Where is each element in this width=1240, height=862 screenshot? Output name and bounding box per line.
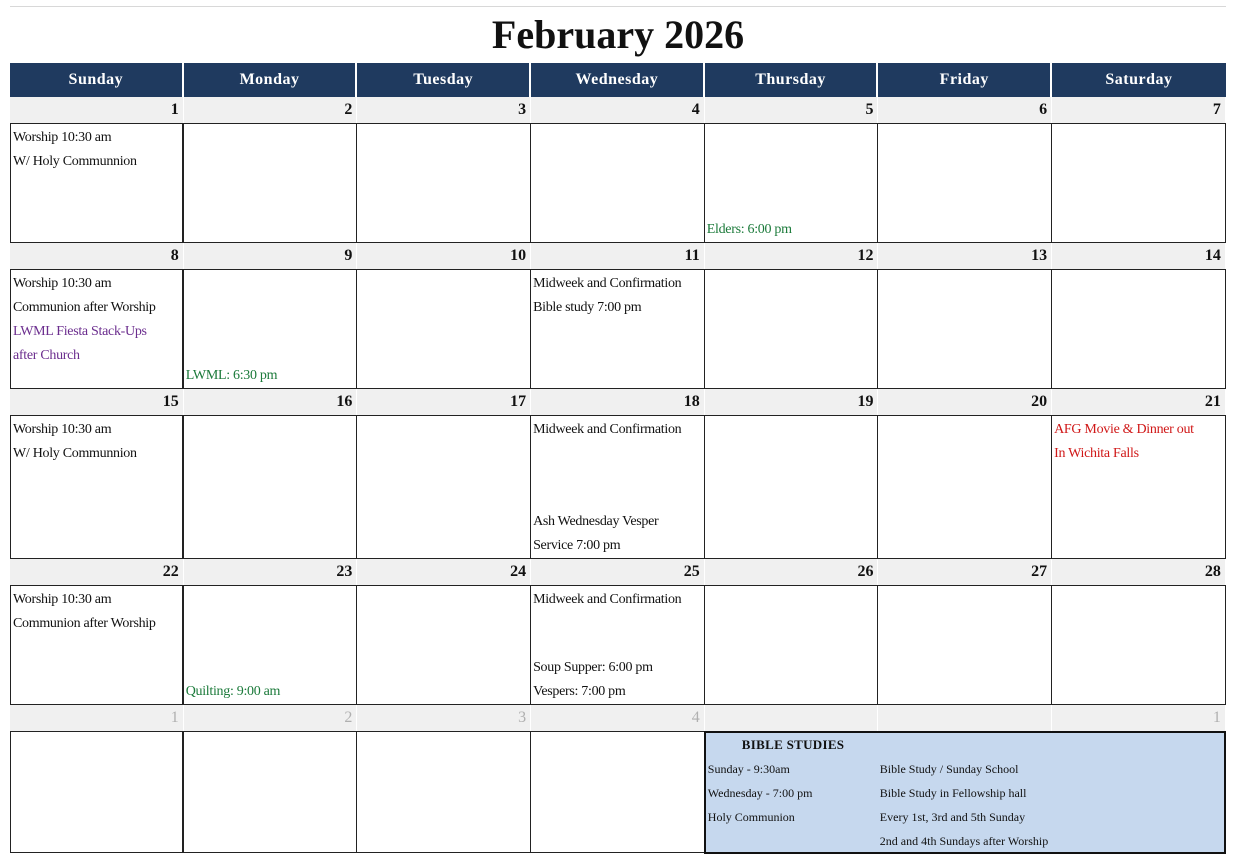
event-text: Service 7:00 pm xyxy=(533,538,621,553)
day-number: 1 xyxy=(1052,705,1226,731)
day-cell[interactable] xyxy=(357,586,531,704)
week-row xyxy=(10,97,1226,243)
bible-studies-when: Sunday - 9:30am xyxy=(707,762,790,776)
day-cell[interactable] xyxy=(531,416,705,558)
day-number: 25 xyxy=(531,559,705,585)
week-row xyxy=(10,559,1226,705)
day-cell[interactable] xyxy=(878,270,1052,388)
day-cell[interactable] xyxy=(184,270,358,388)
day-number: 24 xyxy=(357,559,531,585)
day-number: 28 xyxy=(1052,559,1226,585)
day-cell[interactable] xyxy=(184,124,358,242)
event-text: LWML: 6:30 pm xyxy=(185,368,278,383)
day-cell[interactable] xyxy=(531,124,705,242)
day-number: 1 xyxy=(10,705,184,731)
date-row xyxy=(10,705,1226,731)
day-cell[interactable] xyxy=(184,732,358,852)
day-number: 19 xyxy=(705,389,879,415)
day-cell[interactable] xyxy=(357,270,531,388)
day-cell[interactable] xyxy=(705,586,879,704)
events-row xyxy=(10,585,1226,705)
day-number: 3 xyxy=(357,705,531,731)
event-text: Midweek and Confirmation xyxy=(533,592,682,607)
events-row xyxy=(10,269,1226,389)
bible-studies-what: 2nd and 4th Sundays after Worship xyxy=(879,834,1049,848)
bible-studies-what: Every 1st, 3rd and 5th Sunday xyxy=(879,810,1026,824)
day-cell[interactable] xyxy=(10,586,184,704)
day-number: 12 xyxy=(705,243,879,269)
day-number xyxy=(878,705,1052,731)
event-text: Worship 10:30 am xyxy=(13,130,112,145)
day-cell[interactable] xyxy=(705,416,879,558)
events-row xyxy=(10,415,1226,559)
day-cell[interactable] xyxy=(531,270,705,388)
event-group-bottom xyxy=(186,680,280,704)
day-number: 8 xyxy=(10,243,184,269)
weekday-monday: Monday xyxy=(184,63,358,97)
weekday-tuesday: Tuesday xyxy=(357,63,531,97)
bible-studies-when: Wednesday - 7:00 pm xyxy=(707,786,813,800)
day-cell[interactable] xyxy=(10,416,184,558)
event-text: Midweek and Confirmation xyxy=(533,276,682,291)
day-number: 2 xyxy=(184,705,358,731)
event-group-bottom xyxy=(186,364,278,388)
bible-studies-row xyxy=(708,781,1223,805)
day-number: 11 xyxy=(531,243,705,269)
day-number: 17 xyxy=(357,389,531,415)
day-cell[interactable] xyxy=(1052,124,1226,242)
day-number: 21 xyxy=(1052,389,1226,415)
day-number: 18 xyxy=(531,389,705,415)
day-cell[interactable] xyxy=(705,270,879,388)
day-number: 6 xyxy=(878,97,1052,123)
day-cell[interactable] xyxy=(10,270,184,388)
bible-studies-box xyxy=(704,731,1226,854)
event-group-bottom xyxy=(533,656,653,704)
day-cell[interactable] xyxy=(878,124,1052,242)
date-row xyxy=(10,97,1226,123)
weekday-header xyxy=(10,63,1226,97)
event-text: after Church xyxy=(13,348,80,363)
day-cell[interactable] xyxy=(705,124,879,242)
day-cell[interactable] xyxy=(531,732,705,852)
day-cell[interactable] xyxy=(184,586,358,704)
weekday-sunday: Sunday xyxy=(10,63,184,97)
event-text: Worship 10:30 am xyxy=(13,592,112,607)
bible-studies-row xyxy=(708,757,1223,781)
day-number: 7 xyxy=(1052,97,1226,123)
event-text: W/ Holy Communnion xyxy=(13,446,137,461)
calendar xyxy=(10,6,1226,856)
day-cell[interactable] xyxy=(357,416,531,558)
day-cell[interactable] xyxy=(357,124,531,242)
week-row xyxy=(10,389,1226,559)
bible-studies-what: Bible Study in Fellowship hall xyxy=(879,786,1027,800)
date-row xyxy=(10,559,1226,585)
day-number: 4 xyxy=(531,705,705,731)
day-number: 4 xyxy=(531,97,705,123)
day-cell[interactable] xyxy=(1052,586,1226,704)
bible-studies-row xyxy=(708,805,1223,829)
bible-studies-what: Bible Study / Sunday School xyxy=(879,762,1019,776)
date-row xyxy=(10,243,1226,269)
event-text: Bible study 7:00 pm xyxy=(533,300,642,315)
bible-studies-title: BIBLE STUDIES xyxy=(741,737,845,752)
day-number: 20 xyxy=(878,389,1052,415)
weekday-wednesday: Wednesday xyxy=(531,63,705,97)
day-number: 15 xyxy=(10,389,184,415)
day-cell[interactable] xyxy=(878,586,1052,704)
event-text: W/ Holy Communnion xyxy=(13,154,137,169)
day-number: 27 xyxy=(878,559,1052,585)
weekday-friday: Friday xyxy=(878,63,1052,97)
event-text: Communion after Worship xyxy=(13,616,156,631)
day-number: 9 xyxy=(184,243,358,269)
day-cell[interactable] xyxy=(10,732,184,852)
day-number: 1 xyxy=(10,97,184,123)
day-number: 23 xyxy=(184,559,358,585)
event-text: Vespers: 7:00 pm xyxy=(533,684,626,699)
day-number: 2 xyxy=(184,97,358,123)
day-number xyxy=(705,705,879,731)
day-number: 16 xyxy=(184,389,358,415)
day-number: 5 xyxy=(705,97,879,123)
day-cell[interactable] xyxy=(531,586,705,704)
event-text: Midweek and Confirmation xyxy=(533,422,682,437)
bible-studies-when: Holy Communion xyxy=(707,810,795,824)
day-cell[interactable] xyxy=(10,124,184,242)
date-row xyxy=(10,389,1226,415)
event-text: Elders: 6:00 pm xyxy=(706,222,792,237)
day-number: 14 xyxy=(1052,243,1226,269)
day-cell[interactable] xyxy=(357,732,531,852)
calendar-title: February 2026 xyxy=(10,6,1226,63)
day-cell[interactable] xyxy=(1052,270,1226,388)
day-number: 22 xyxy=(10,559,184,585)
event-text: Quilting: 9:00 am xyxy=(185,684,281,699)
bible-studies-row xyxy=(708,829,1223,853)
event-text: Worship 10:30 am xyxy=(13,276,112,291)
day-cell[interactable] xyxy=(184,416,358,558)
event-text: In Wichita Falls xyxy=(1054,446,1139,461)
day-number: 13 xyxy=(878,243,1052,269)
event-text: Soup Supper: 6:00 pm xyxy=(533,660,653,675)
event-text: Communion after Worship xyxy=(13,300,156,315)
event-text: Ash Wednesday Vesper xyxy=(533,514,659,529)
weekday-saturday: Saturday xyxy=(1052,63,1226,97)
event-group-bottom xyxy=(533,510,658,558)
day-number: 26 xyxy=(705,559,879,585)
day-cell[interactable] xyxy=(1052,416,1226,558)
day-number: 3 xyxy=(357,97,531,123)
event-group-bottom xyxy=(707,218,792,242)
events-row xyxy=(10,123,1226,243)
weekday-thursday: Thursday xyxy=(705,63,879,97)
event-text: Worship 10:30 am xyxy=(13,422,112,437)
week-row xyxy=(10,243,1226,389)
event-text: LWML Fiesta Stack-Ups xyxy=(13,324,147,339)
day-cell[interactable] xyxy=(878,416,1052,558)
day-number: 10 xyxy=(357,243,531,269)
event-text: AFG Movie & Dinner out xyxy=(1054,422,1194,437)
